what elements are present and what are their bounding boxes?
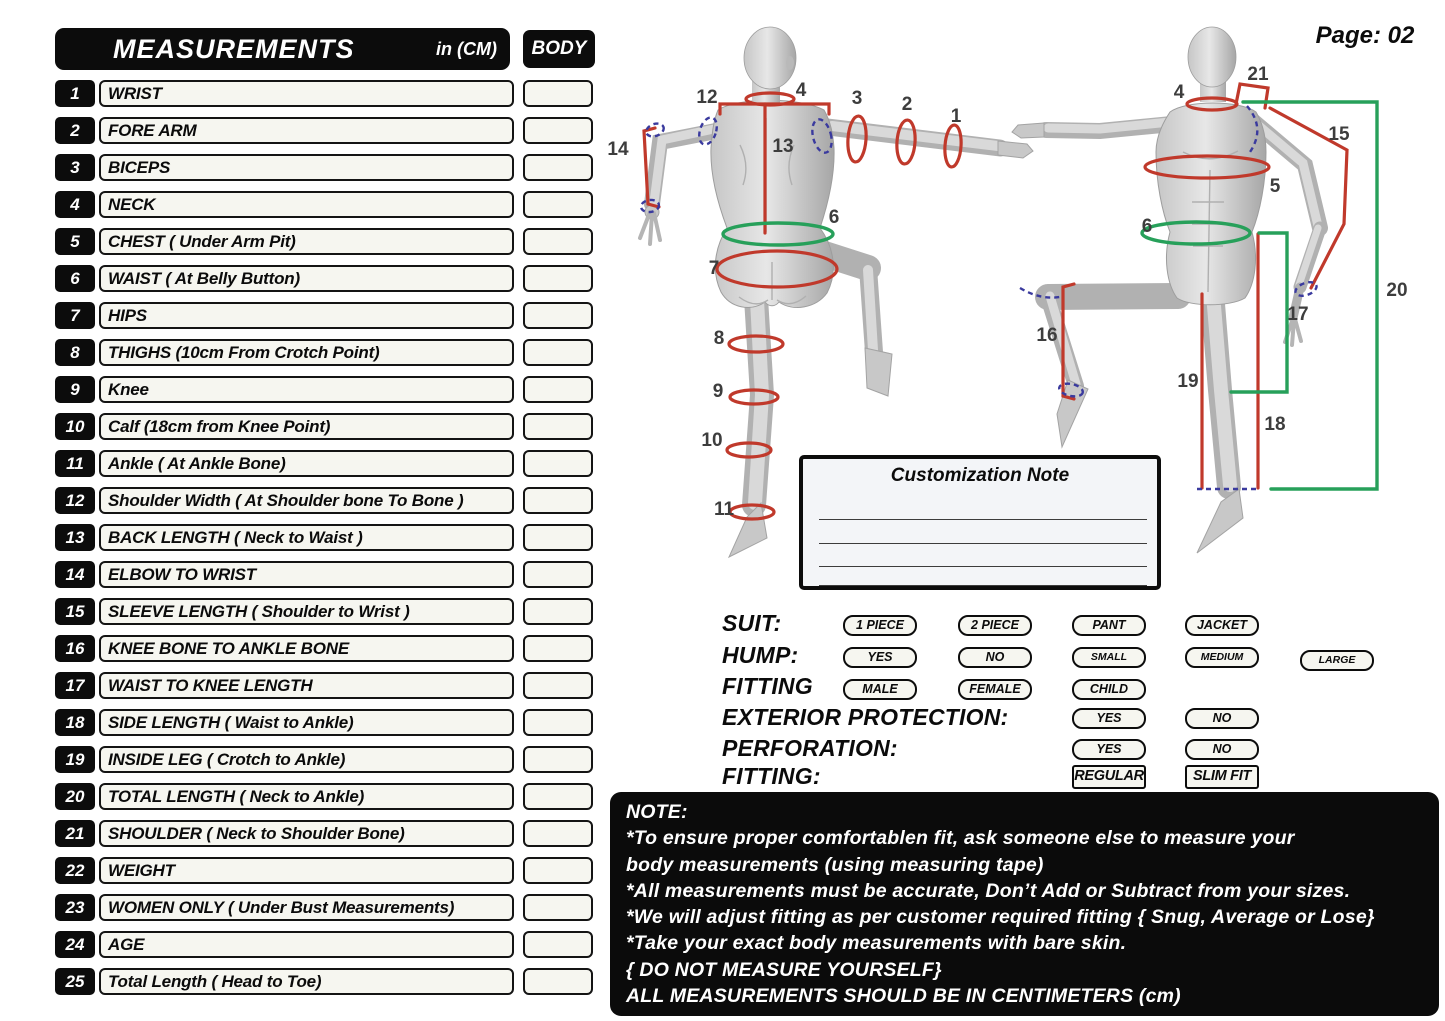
measurement-label: SIDE LENGTH ( Waist to Ankle) <box>99 709 514 736</box>
body-value-box[interactable] <box>523 376 593 403</box>
body-value-box[interactable] <box>523 524 593 551</box>
row-number-badge: 5 <box>55 228 95 255</box>
figure-label-15: 15 <box>1328 124 1350 145</box>
measurement-label: WEIGHT <box>99 857 514 884</box>
row-number-badge: 14 <box>55 561 95 588</box>
option-exterior-no[interactable]: NO <box>1185 708 1259 729</box>
measurement-label: BICEPS <box>99 154 514 181</box>
figure-label-21: 21 <box>1247 64 1269 85</box>
row-number-badge: 9 <box>55 376 95 403</box>
measurement-label: WAIST ( At Belly Button) <box>99 265 514 292</box>
measurement-row <box>55 894 593 921</box>
figure-label-6f: 6 <box>1141 216 1153 237</box>
measurement-label: SLEEVE LENGTH ( Shoulder to Wrist ) <box>99 598 514 625</box>
hump-label: HUMP: <box>722 642 799 668</box>
customization-write-line[interactable] <box>819 519 1147 520</box>
figure-label-9: 9 <box>712 381 724 402</box>
measurements-title: MEASUREMENTS <box>113 33 355 64</box>
measurement-label: Shoulder Width ( At Shoulder bone To Bone ) <box>99 487 514 514</box>
measurement-row <box>55 302 593 329</box>
figure-label-19: 19 <box>1177 371 1199 392</box>
measurement-label: Knee <box>99 376 514 403</box>
row-number-badge: 25 <box>55 968 95 995</box>
note-lines <box>626 825 1423 1009</box>
body-value-box[interactable] <box>523 80 593 107</box>
measurement-row <box>55 228 593 255</box>
row-number-badge: 20 <box>55 783 95 810</box>
measurement-label: THIGHS (10cm From Crotch Point) <box>99 339 514 366</box>
measurement-label: TOTAL LENGTH ( Neck to Ankle) <box>99 783 514 810</box>
measurement-label: INSIDE LEG ( Crotch to Ankle) <box>99 746 514 773</box>
figure-label-6b: 6 <box>828 207 840 228</box>
unit-label: in (CM) <box>436 38 497 59</box>
fitting-style-row <box>0 763 1445 793</box>
row-number-badge: 23 <box>55 894 95 921</box>
note-line: ALL MEASUREMENTS SHOULD BE IN CENTIMETERS (cm) <box>626 985 1181 1008</box>
figure-label-5: 5 <box>1269 176 1281 197</box>
measurement-row <box>55 450 593 477</box>
row-number-badge: 12 <box>55 487 95 514</box>
customization-write-line[interactable] <box>819 566 1147 567</box>
measurement-row <box>55 968 593 995</box>
measurement-row <box>55 820 593 847</box>
measurement-rows <box>55 80 593 1005</box>
measurement-row <box>55 117 593 144</box>
figure-label-18: 18 <box>1264 414 1286 435</box>
measurements-header <box>55 28 510 70</box>
measurement-label: CHEST ( Under Arm Pit) <box>99 228 514 255</box>
figure-label-11: 11 <box>713 499 735 520</box>
figure-label-16: 16 <box>1036 325 1058 346</box>
figure-label-10: 10 <box>701 430 723 451</box>
figure-label-12: 12 <box>696 87 718 108</box>
measurement-label: HIPS <box>99 302 514 329</box>
page-number: Page: 02 <box>1315 22 1415 49</box>
customization-write-line[interactable] <box>819 543 1147 544</box>
body-value-box[interactable] <box>523 302 593 329</box>
option-fitting-slimfit[interactable]: SLIM FIT <box>1185 765 1259 789</box>
body-value-box[interactable] <box>523 487 593 514</box>
row-number-badge: 21 <box>55 820 95 847</box>
measurement-label: Total Length ( Head to Toe) <box>99 968 514 995</box>
body-value-box[interactable] <box>523 117 593 144</box>
suit-label: SUIT: <box>722 610 782 636</box>
option-hump-medium[interactable]: MEDIUM <box>1185 647 1259 668</box>
body-value-box[interactable] <box>523 968 593 995</box>
fitting-style-label: FITTING: <box>722 763 821 789</box>
measurement-label: Calf (18cm from Knee Point) <box>99 413 514 440</box>
note-line: { DO NOT MEASURE YOURSELF} <box>626 958 942 981</box>
fitting-gender-label: FITTING <box>722 673 813 699</box>
perforation-label: PERFORATION: <box>722 735 898 761</box>
option-fitting-child[interactable]: CHILD <box>1072 679 1146 700</box>
measurement-row <box>55 191 593 218</box>
row-number-badge: 10 <box>55 413 95 440</box>
exterior-protection-row <box>0 704 1445 734</box>
row-number-badge: 8 <box>55 339 95 366</box>
option-fitting-female[interactable]: FEMALE <box>958 679 1032 700</box>
measurement-row <box>55 376 593 403</box>
row-number-badge: 3 <box>55 154 95 181</box>
body-value-box[interactable] <box>523 894 593 921</box>
measurement-row <box>55 339 593 366</box>
measurement-label: KNEE BONE TO ANKLE BONE <box>99 635 514 662</box>
note-line: body measurements (using measuring tape) <box>626 853 1044 876</box>
customization-note-box[interactable] <box>799 455 1161 590</box>
row-number-badge: 4 <box>55 191 95 218</box>
customization-write-line[interactable] <box>819 585 1147 586</box>
figure-label-1: 1 <box>950 106 962 127</box>
row-number-badge: 6 <box>55 265 95 292</box>
option-hump-small[interactable]: SMALL <box>1072 647 1146 668</box>
note-line: *All measurements must be accurate, Don’t Add or Subtract from your sizes. <box>626 879 1351 902</box>
measurement-label: SHOULDER ( Neck to Shoulder Bone) <box>99 820 514 847</box>
option-hump-large[interactable]: LARGE <box>1300 650 1374 671</box>
measurement-row <box>55 931 593 958</box>
row-number-badge: 15 <box>55 598 95 625</box>
body-value-box[interactable] <box>523 931 593 958</box>
row-number-badge: 19 <box>55 746 95 773</box>
exterior-protection-label: EXTERIOR PROTECTION: <box>722 704 1009 730</box>
measurement-row <box>55 265 593 292</box>
figure-label-13: 13 <box>772 136 794 157</box>
note-line: *To ensure proper comfortablen fit, ask someone else to measure your <box>626 827 1295 850</box>
figure-label-7: 7 <box>708 258 720 279</box>
body-value-box[interactable] <box>523 857 593 884</box>
figure-label-2: 2 <box>901 94 913 115</box>
row-number-badge: 22 <box>55 857 95 884</box>
measurement-label: ELBOW TO WRIST <box>99 561 514 588</box>
measurement-row <box>55 154 593 181</box>
body-value-box[interactable] <box>523 154 593 181</box>
body-column-header: BODY <box>523 30 595 68</box>
note-line: *We will adjust fitting as per customer required fitting { Snug, Average or Lose} <box>626 906 1375 929</box>
option-suit-2piece[interactable]: 2 PIECE <box>958 615 1032 636</box>
body-value-box[interactable] <box>523 191 593 218</box>
figure-label-8: 8 <box>713 328 725 349</box>
row-number-badge: 13 <box>55 524 95 551</box>
measurement-label: WRIST <box>99 80 514 107</box>
body-value-box[interactable] <box>523 820 593 847</box>
row-number-badge: 7 <box>55 302 95 329</box>
hump-row <box>0 642 1445 672</box>
option-perforation-no[interactable]: NO <box>1185 739 1259 760</box>
body-value-box[interactable] <box>523 561 593 588</box>
row-number-badge: 16 <box>55 635 95 662</box>
row-number-badge: 2 <box>55 117 95 144</box>
measurement-label: AGE <box>99 931 514 958</box>
option-suit-jacket[interactable]: JACKET <box>1185 615 1259 636</box>
option-exterior-yes[interactable]: YES <box>1072 708 1146 729</box>
figure-label-14: 14 <box>607 139 629 160</box>
measurement-row <box>55 487 593 514</box>
body-value-box[interactable] <box>523 228 593 255</box>
figure-label-17: 17 <box>1287 304 1309 325</box>
option-suit-1piece[interactable]: 1 PIECE <box>843 615 917 636</box>
measurement-label: BACK LENGTH ( Neck to Waist ) <box>99 524 514 551</box>
customization-note-title: Customization Note <box>890 465 1070 486</box>
body-value-box[interactable] <box>523 265 593 292</box>
body-value-box[interactable] <box>523 450 593 477</box>
measurement-row <box>55 80 593 107</box>
option-hump-yes[interactable]: YES <box>843 647 917 668</box>
measurement-row <box>55 561 593 588</box>
measurement-row <box>55 413 593 440</box>
measurement-label: NECK <box>99 191 514 218</box>
figure-label-4f: 4 <box>1173 82 1185 103</box>
figure-label-20: 20 <box>1386 280 1408 301</box>
row-number-badge: 17 <box>55 672 95 699</box>
option-perforation-yes[interactable]: YES <box>1072 739 1146 760</box>
measurement-label: Ankle ( At Ankle Bone) <box>99 450 514 477</box>
body-value-box[interactable] <box>523 339 593 366</box>
measurement-label: WAIST TO KNEE LENGTH <box>99 672 514 699</box>
measurement-row <box>55 857 593 884</box>
perforation-row <box>0 735 1445 765</box>
measurement-label: FORE ARM <box>99 117 514 144</box>
note-line: *Take your exact body measurements with bare skin. <box>626 932 1127 955</box>
fitting-gender-row <box>0 673 1445 703</box>
row-number-badge: 24 <box>55 931 95 958</box>
option-suit-pant[interactable]: PANT <box>1072 615 1146 636</box>
figure-label-3: 3 <box>851 88 863 109</box>
suit-row <box>0 610 1445 640</box>
option-fitting-regular[interactable]: REGULAR <box>1072 765 1146 789</box>
option-hump-no[interactable]: NO <box>958 647 1032 668</box>
measurement-row <box>55 524 593 551</box>
row-number-badge: 18 <box>55 709 95 736</box>
option-fitting-male[interactable]: MALE <box>843 679 917 700</box>
row-number-badge: 1 <box>55 80 95 107</box>
body-value-box[interactable] <box>523 413 593 440</box>
note-title: NOTE: <box>626 801 688 823</box>
row-number-badge: 11 <box>55 450 95 477</box>
figure-label-4b: 4 <box>795 80 807 101</box>
measurement-label: WOMEN ONLY ( Under Bust Measurements) <box>99 894 514 921</box>
note-box <box>610 792 1439 1016</box>
